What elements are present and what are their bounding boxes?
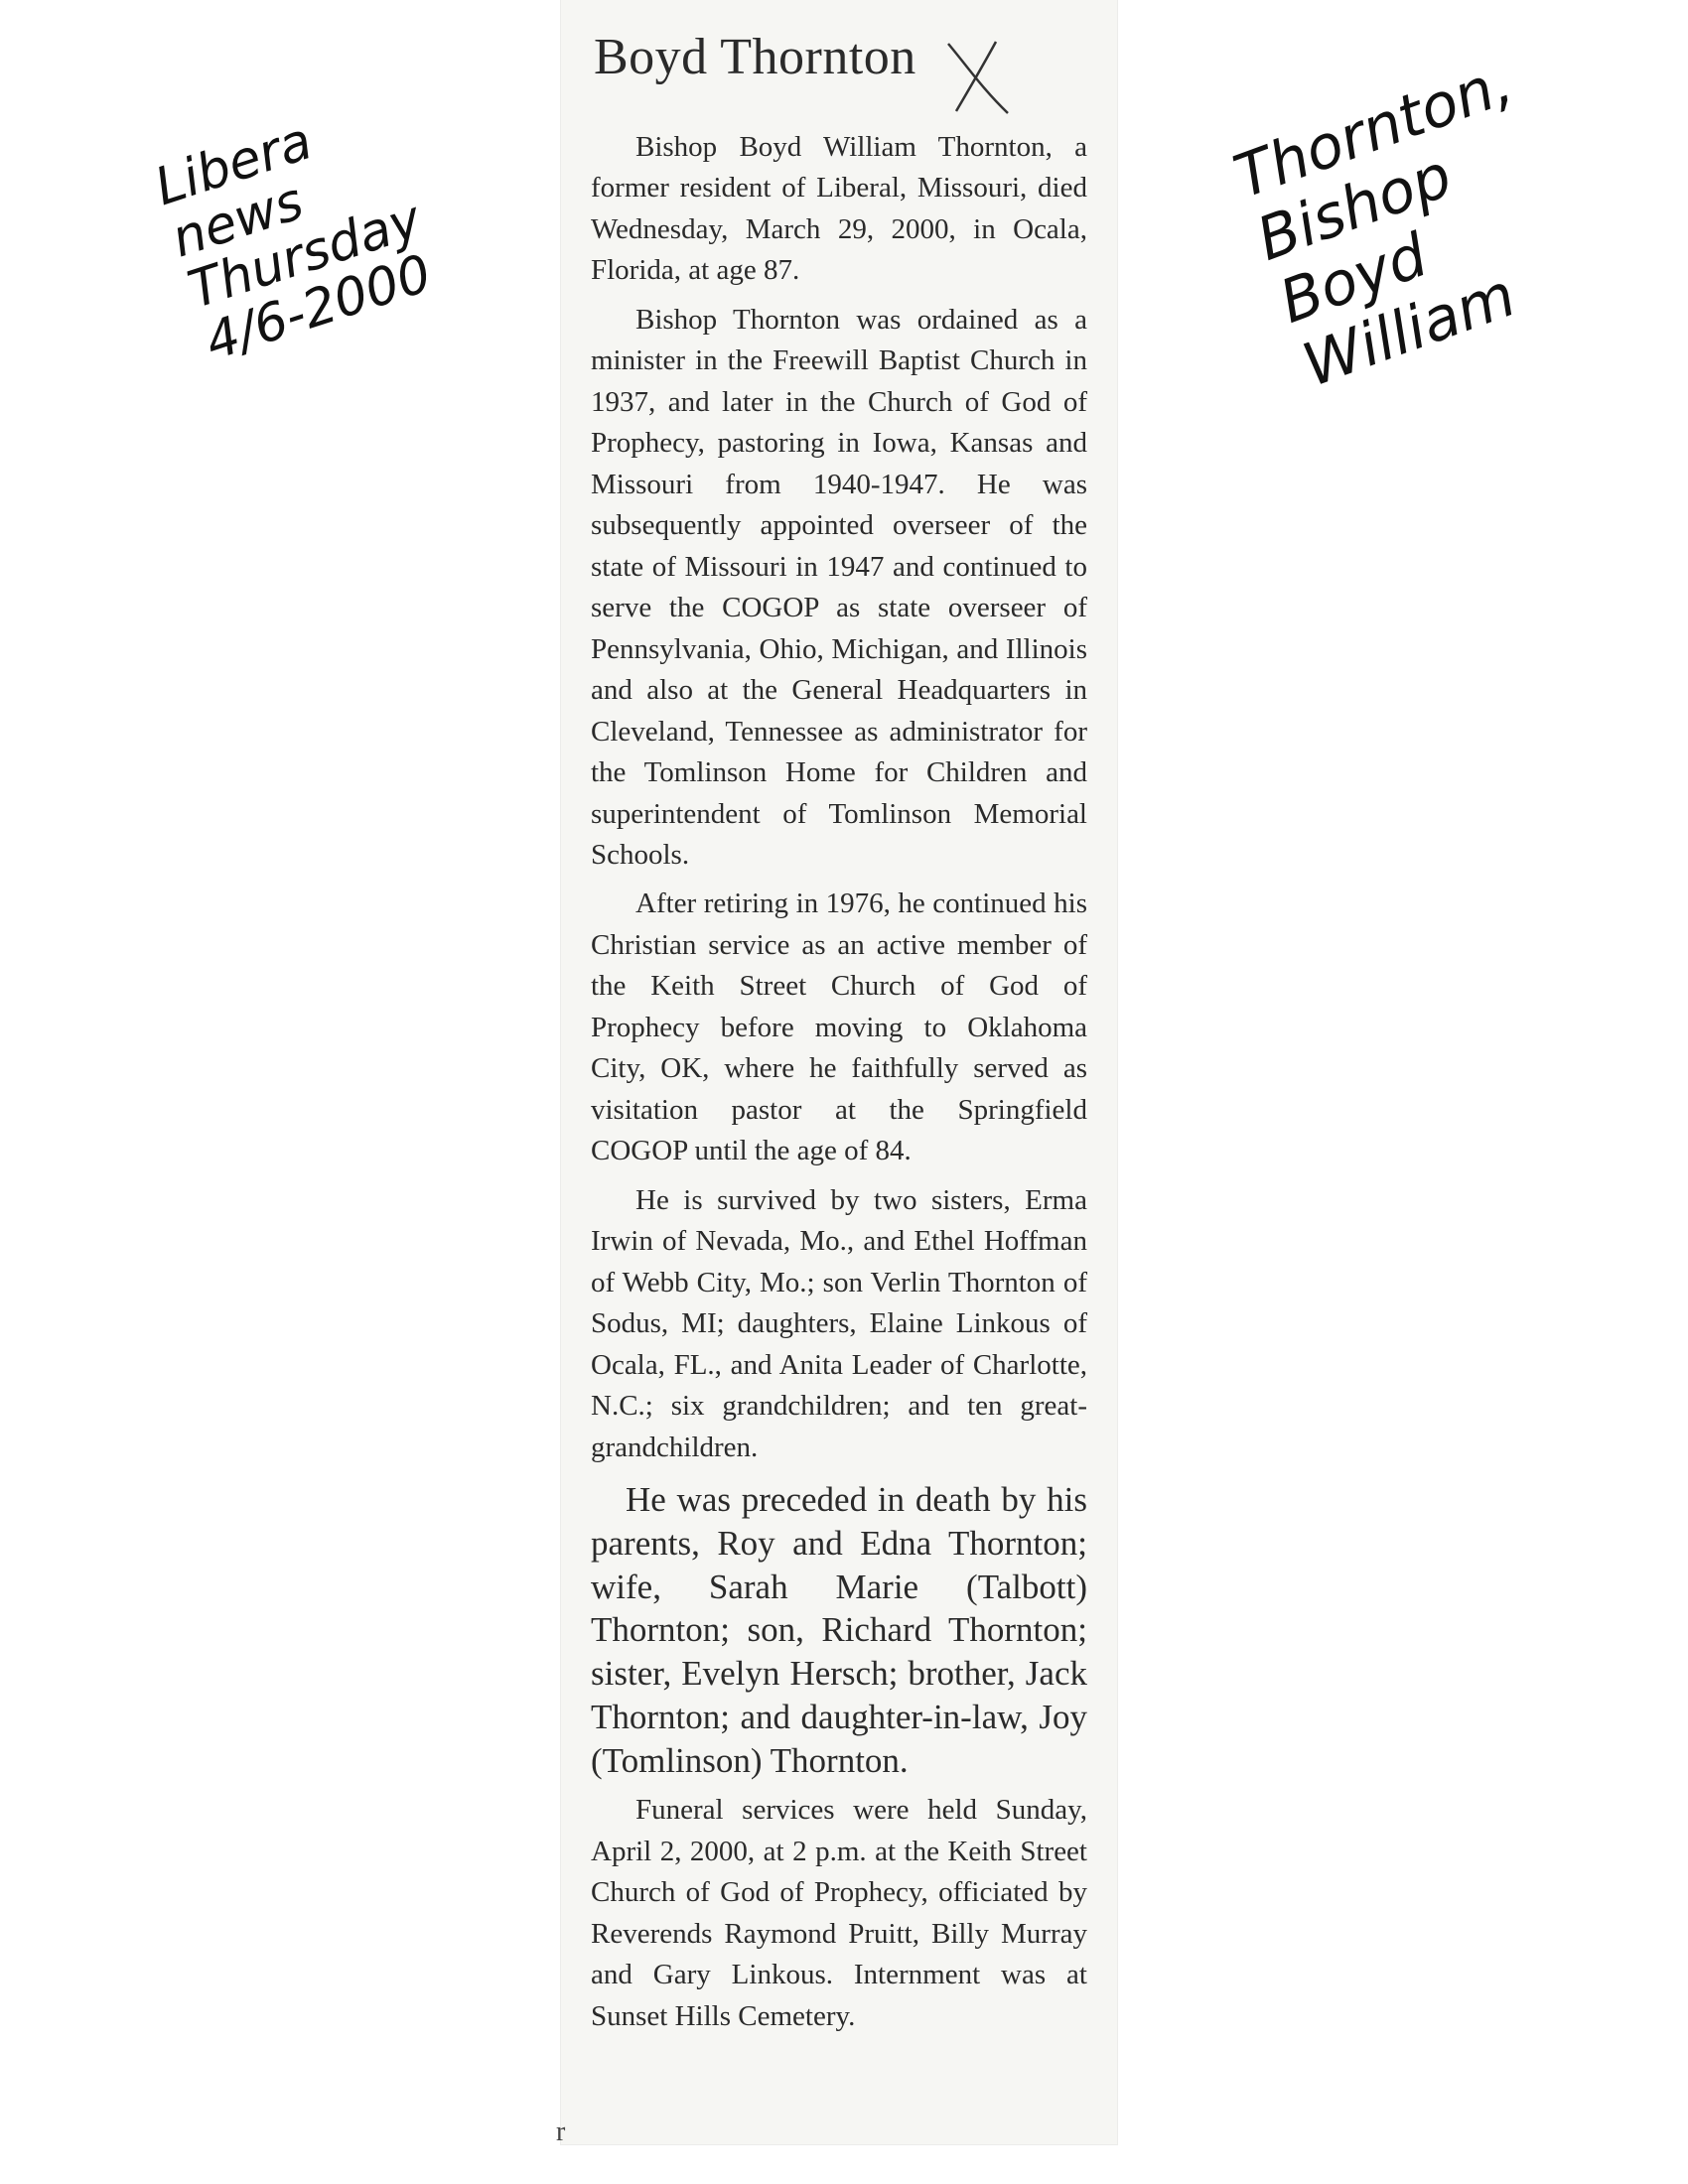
obituary-headline: Boyd Thornton xyxy=(594,29,916,85)
obituary-paragraph-2: Bishop Thornton was ordained as a minister in the Freewill Baptist Church in 1937, and later in the Church of God of Prophecy, pastoring in Iowa, Kansas and Missouri from 1940-1947. He was subsequently appointed overseer of the state of Missouri in 1947 and continued to serve the COGOP as state overseer of Pennsylvania, Ohio, Michigan, and Illinois and also at the General Headquarters in Cleveland, Tennessee as administrator for the Tomlinson Home for Children and superintendent of Tomlinson Memorial Schools. xyxy=(591,303,1087,871)
handwritten-x-mark xyxy=(938,38,1018,117)
stray-mark: r xyxy=(556,2116,566,2147)
obituary-paragraph-5: He was preceded in death by his parents, Roy and Edna Thornton; wife, Sarah Marie (Talbott) Thornton; son, Richard Thornton; sister, Evelyn Hersch; brother, Jack Thornton; and daughter-in-law, Joy (Tomlinson) Thornton. xyxy=(591,1480,1087,1780)
obituary-paragraph-6: Funeral services were held Sunday, April 2, 2000, at 2 p.m. at the Keith Street Church of God of Prophecy, officiated by Reverends Raymond Pruitt, Billy Murray and Gary Linkous. Internment was at Sunset Hills Cemetery. xyxy=(591,1794,1087,2032)
handwritten-source-note: Libera news Thursday 4/6-2000 xyxy=(148,111,439,372)
obituary-paragraph-3: After retiring in 1976, he continued his Christian service as an active member of the Keith Street Church of God of Prophecy before moving to Oklahoma City, OK, where he faithfully served as visitation pastor at the Springfield COGOP until the age of 84. xyxy=(591,887,1087,1167)
newspaper-clipping xyxy=(561,0,1117,2144)
obituary-paragraph-4: He is survived by two sisters, Erma Irwin of Nevada, Mo., and Ethel Hoffman of Webb City, Mo.; son Verlin Thornton of Sodus, MI; daughters, Elaine Linkous of Ocala, FL., and Anita Leader of Charlotte, N.C.; six grandchildren; and ten great-grandchildren. xyxy=(591,1183,1087,1463)
obituary-paragraph-1: Bishop Boyd William Thornton, a former resident of Liberal, Missouri, died Wednesday, March 29, 2000, in Ocala, Florida, at age 87. xyxy=(591,131,1087,287)
handwritten-name-note: Thornton, Bishop Boyd William xyxy=(1225,48,1525,401)
obituary-body xyxy=(591,127,1087,2045)
